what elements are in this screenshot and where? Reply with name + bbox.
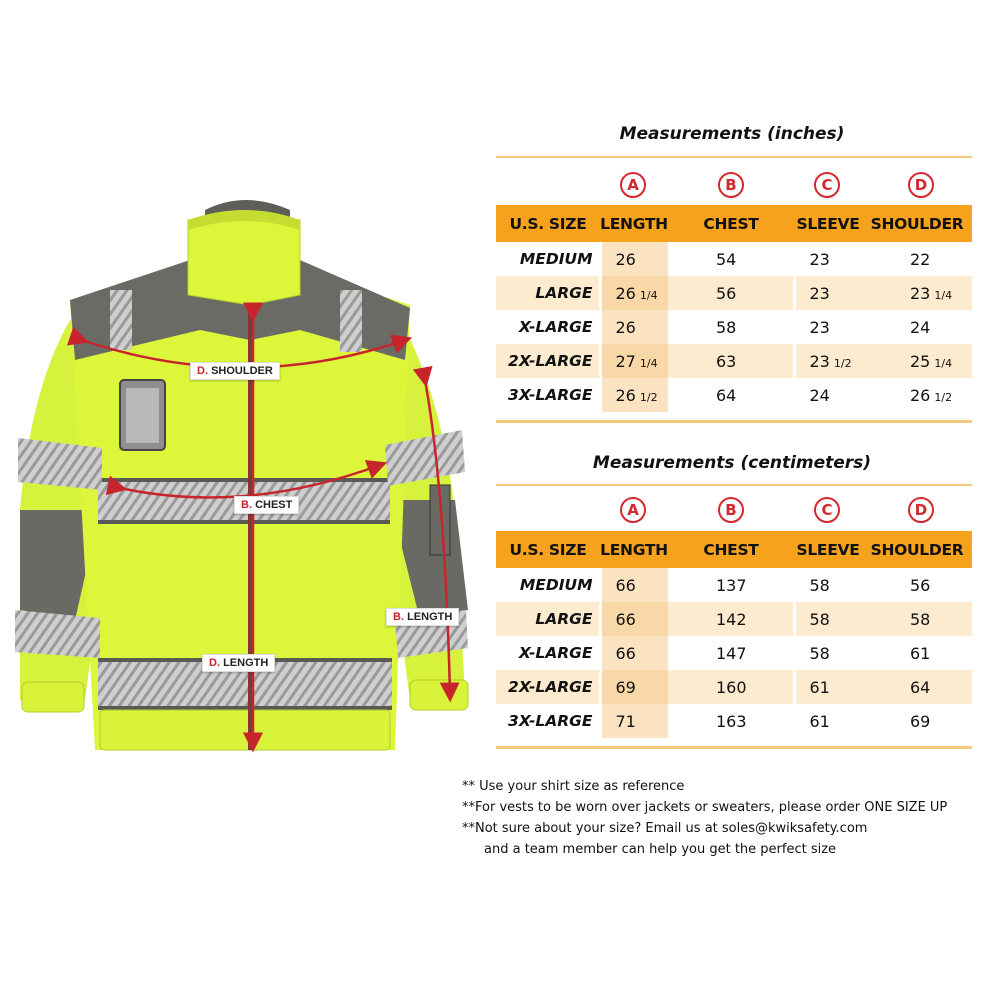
chest-cell: 160 [668, 670, 794, 704]
length-cell: 66 [600, 568, 668, 602]
shoulder-cell: 56 [862, 568, 972, 602]
sleeve-cell: 24 [794, 378, 862, 412]
label-chest: B. CHEST [234, 496, 299, 514]
chest-cell: 147 [668, 636, 794, 670]
table-row [496, 602, 972, 636]
shoulder-cell: 58 [862, 602, 972, 636]
table-row [496, 568, 972, 602]
label-shoulder: D. SHOULDER [190, 362, 280, 380]
letter-c: C [814, 172, 840, 198]
sleeve-cell: 23 [794, 276, 862, 310]
sizing-notes [462, 776, 992, 860]
note-shirt-size: ** Use your shirt size as reference [462, 779, 685, 794]
sleeve-cell: 23 1/2 [794, 344, 862, 378]
table-row [496, 704, 972, 738]
length-cell: 26 1/4 [600, 276, 668, 310]
size-cell: 3X-LARGE [496, 378, 600, 412]
shoulder-cell: 69 [862, 704, 972, 738]
note-size-up: **For vests to be worn over jackets or sweaters, please order ONE SIZE UP [462, 800, 948, 815]
header-us-size: U.S. SIZE [496, 531, 600, 568]
size-cell: LARGE [496, 602, 600, 636]
label-sleeve-length: B. LENGTH [386, 608, 459, 626]
header-length: LENGTH [600, 205, 668, 242]
centimeters-letter-row [496, 497, 982, 523]
chest-cell: 54 [668, 242, 794, 276]
header-shoulder: SHOULDER [862, 205, 972, 242]
letter-d: D [908, 172, 934, 198]
inches-header-row [496, 205, 972, 242]
inches-title: Measurements (inches) [619, 124, 845, 144]
shoulder-cell: 61 [862, 636, 972, 670]
label-body-length: D. LENGTH [202, 654, 275, 672]
chest-cell: 56 [668, 276, 794, 310]
centimeters-title: Measurements (centimeters) [592, 453, 872, 473]
length-cell: 26 [600, 310, 668, 344]
header-sleeve: SLEEVE [794, 205, 862, 242]
header-length: LENGTH [600, 531, 668, 568]
chest-cell: 142 [668, 602, 794, 636]
centimeters-header-row [496, 531, 972, 568]
header-us-size: U.S. SIZE [496, 205, 600, 242]
length-cell: 66 [600, 602, 668, 636]
size-cell: 2X-LARGE [496, 344, 600, 378]
header-chest: CHEST [668, 531, 794, 568]
table-row [496, 310, 972, 344]
table-row [496, 344, 972, 378]
letter-b: B [718, 497, 744, 523]
table-row [496, 242, 972, 276]
sleeve-cell: 61 [794, 704, 862, 738]
letter-b: B [718, 172, 744, 198]
sleeve-cell: 23 [794, 310, 862, 344]
letter-c: C [814, 497, 840, 523]
length-cell: 26 [600, 242, 668, 276]
table-row [496, 276, 972, 310]
size-cell: 2X-LARGE [496, 670, 600, 704]
sleeve-cell: 61 [794, 670, 862, 704]
size-cell: X-LARGE [496, 310, 600, 344]
table-row [496, 378, 972, 412]
length-cell: 69 [600, 670, 668, 704]
chest-cell: 58 [668, 310, 794, 344]
length-cell: 26 1/2 [600, 378, 668, 412]
jacket-illustration [0, 190, 480, 780]
letter-a: A [620, 497, 646, 523]
shoulder-cell: 23 1/4 [862, 276, 972, 310]
length-cell: 27 1/4 [600, 344, 668, 378]
collar [188, 220, 300, 305]
header-shoulder: SHOULDER [862, 531, 972, 568]
inches-letter-row [496, 172, 982, 198]
chest-cell: 137 [668, 568, 794, 602]
centimeters-title-rule [496, 484, 972, 486]
note-team-member: and a team member can help you get the perfect size [484, 842, 837, 857]
letter-d: D [908, 497, 934, 523]
size-cell: MEDIUM [496, 242, 600, 276]
header-sleeve: SLEEVE [794, 531, 862, 568]
shoulder-cell: 64 [862, 670, 972, 704]
header-chest: CHEST [668, 205, 794, 242]
shoulder-cell: 26 1/2 [862, 378, 972, 412]
length-cell: 71 [600, 704, 668, 738]
centimeters-table-bottom-rule [496, 746, 972, 749]
size-cell: X-LARGE [496, 636, 600, 670]
table-row [496, 636, 972, 670]
sleeve-cell: 58 [794, 568, 862, 602]
size-cell: LARGE [496, 276, 600, 310]
sleeve-cell: 58 [794, 602, 862, 636]
note-email: **Not sure about your size? Email us at soles@kwiksafety.com [462, 821, 868, 836]
centimeters-size-table [496, 531, 972, 738]
chest-cell: 63 [668, 344, 794, 378]
inches-table-bottom-rule [496, 420, 972, 423]
shoulder-cell: 25 1/4 [862, 344, 972, 378]
shoulder-cell: 24 [862, 310, 972, 344]
sleeve-cell: 23 [794, 242, 862, 276]
letter-a: A [620, 172, 646, 198]
chest-cell: 64 [668, 378, 794, 412]
sleeve-cell: 58 [794, 636, 862, 670]
table-row [496, 670, 972, 704]
inches-size-table [496, 205, 972, 412]
size-cell: MEDIUM [496, 568, 600, 602]
chest-cell: 163 [668, 704, 794, 738]
inches-title-rule [496, 156, 972, 158]
size-cell: 3X-LARGE [496, 704, 600, 738]
shoulder-cell: 22 [862, 242, 972, 276]
length-cell: 66 [600, 636, 668, 670]
